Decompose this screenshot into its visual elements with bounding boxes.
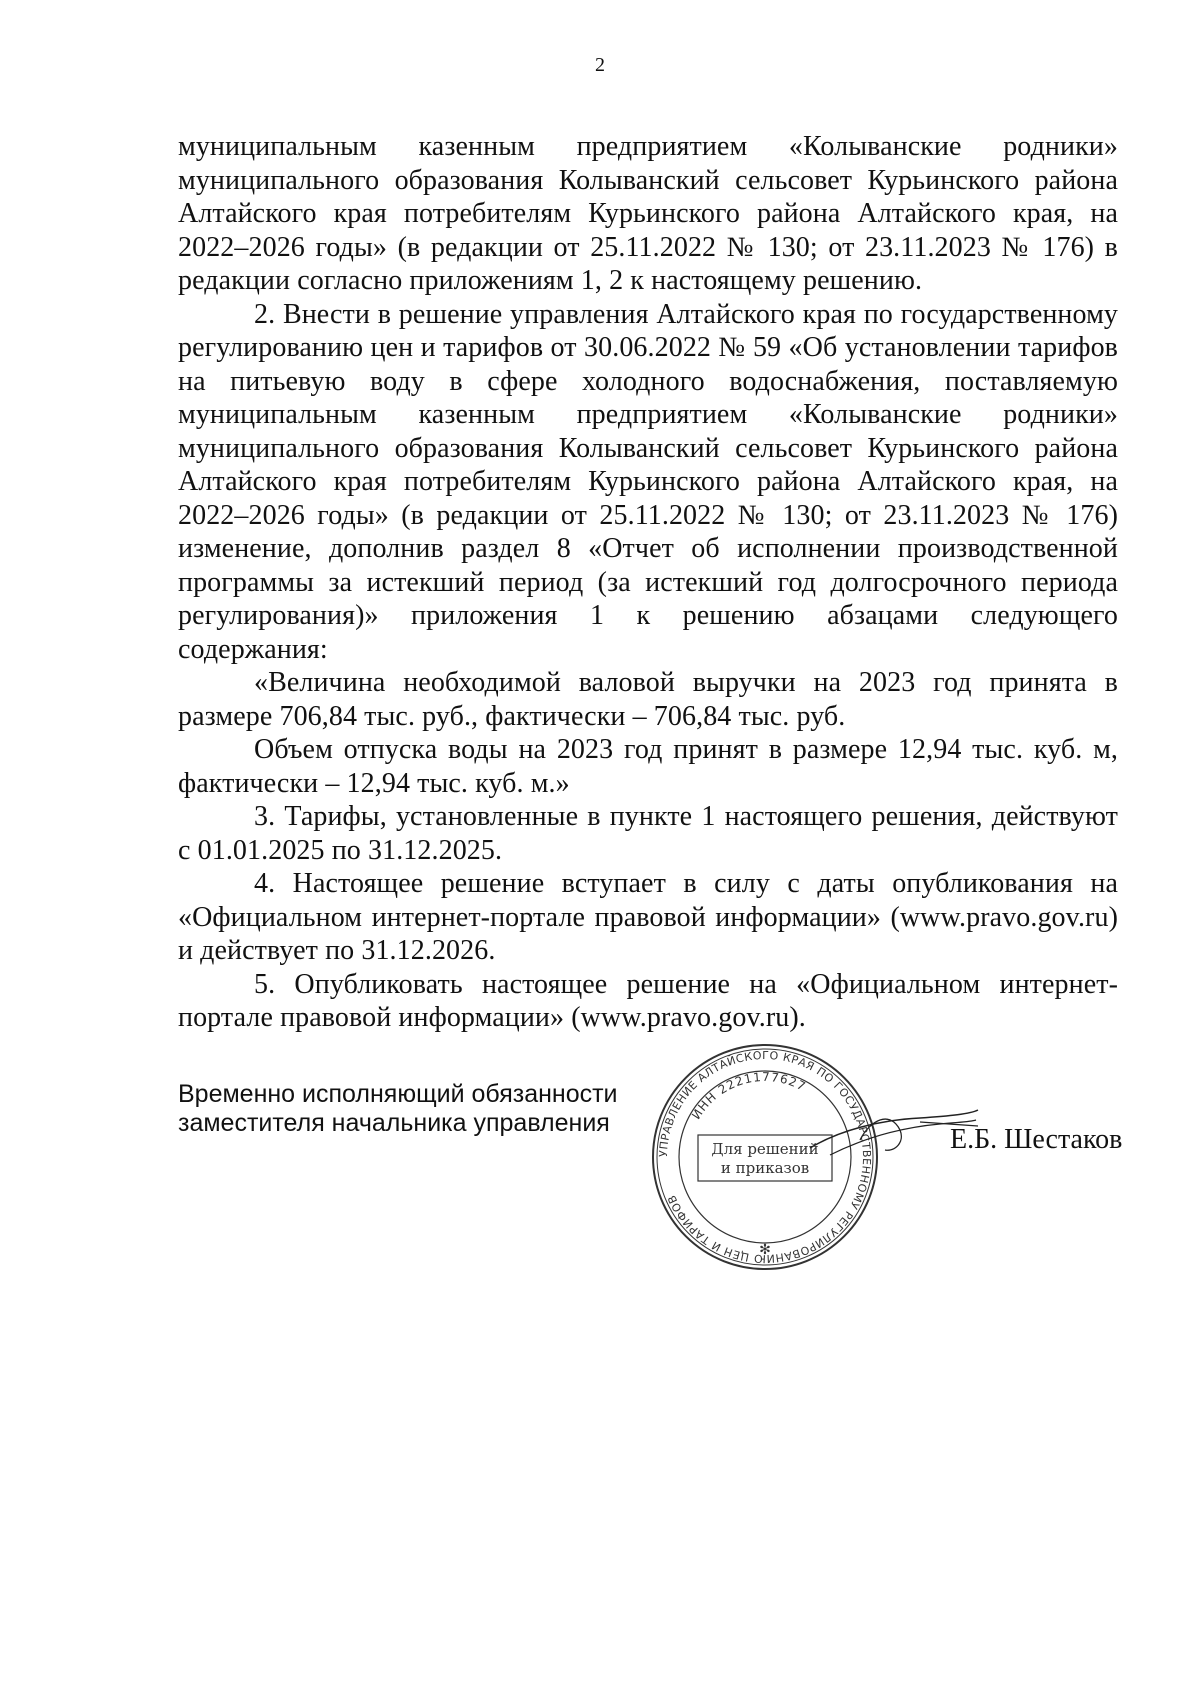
paragraph-item-2: 2. Внести в решение управления Алтайского края по государственному регулированию цен и тарифов от 30.06.2022 № 59 «Об установлении тарифов на питьевую воду в сфере холодного водоснабжения, поставляемую муниципальным казенным предприятием «Колыванские родники» муниципального образования Колыванский сельсовет Курьинского района Алтайского края потребителям Курьинского района Алтайского края, на 2022–2026 годы» (в редакции от 25.11.2022 № 130; от 23.11.2023 № 176) изменение, дополнив раздел 8 «Отчет об исполнении производственной программы за истекший период (за истекший год долгосрочного периода регулирования)» приложения 1 к решению абзацами следующего содержания: (178, 298, 1118, 665)
paragraph-item-5: 5. Опубликовать настоящее решение на «Официальном интернет-портале правовой информации» (www.pravo.gov.ru). (178, 968, 1118, 1033)
stamp-center-line-2: и приказов (720, 1159, 810, 1177)
stamp-inn-text: ИНН 2221177627 (688, 1069, 809, 1122)
stamp-outer-text: УПРАВЛЕНИЕ АЛТАЙСКОГО КРАЯ ПО ГОСУДАРСТВЕННОМУ РЕГУЛИРОВАНИЮ ЦЕН И ТАРИФОВ (656, 1048, 874, 1266)
stamp-center-line-1: Для решений (711, 1140, 819, 1158)
signatory-title-line-2: заместителя начальника управления (178, 1109, 610, 1137)
stamp-star-icon: ✻ (759, 1243, 771, 1258)
paragraph-quote-volume: Объем отпуска воды на 2023 год принят в размере 12,94 тыс. куб. м, фактически – 12,94 тыс. куб. м.» (178, 734, 1118, 799)
paragraph-continuation: муниципальным казенным предприятием «Колыванские родники» муниципального образования Колыванский сельсовет Курьинского района Алтайского края потребителям Курьинского района Алтайского края, на 2022–2026 годы» (в редакции от 25.11.2022 № 130; от 23.11.2023 № 176) в редакции согласно приложениям 1, 2 к настоящему решению. (178, 131, 1118, 296)
signatory-title (178, 1080, 618, 1138)
document-body (178, 130, 1118, 1035)
page-number: 2 (595, 54, 605, 76)
paragraph-item-4: 4. Настоящее решение вступает в силу с даты опубликования на «Официальном интернет-портале правовой информации» (www.pravo.gov.ru) и действует по 31.12.2026. (178, 868, 1118, 966)
signatory-name: Е.Б. Шестаков (950, 1124, 1123, 1155)
paragraph-quote-revenue: «Величина необходимой валовой выручки на 2023 год принята в размере 706,84 тыс. руб., фактически – 706,84 тыс. руб. (178, 667, 1118, 732)
signatory-title-line-1: Временно исполняющий обязанности (178, 1080, 618, 1108)
paragraph-item-3: 3. Тарифы, установленные в пункте 1 настоящего решения, действуют с 01.01.2025 по 31.12.2025. (178, 801, 1118, 866)
